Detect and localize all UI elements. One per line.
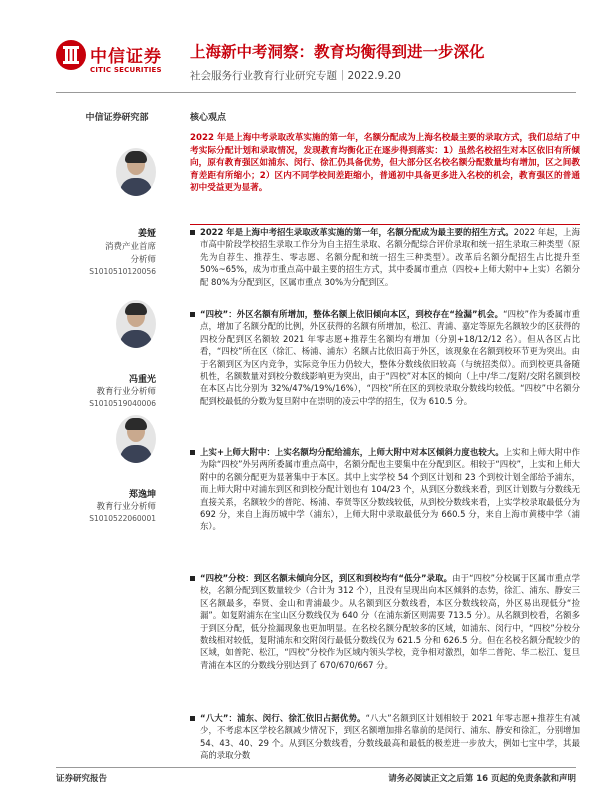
analyst-role: 教育行业分析师	[96, 387, 156, 397]
avatar	[116, 148, 156, 196]
key-summary: 2022 年是上海中考录取改革实施的第一年，名额分配成为上海名校最主要的录取方式，我们总结了中考实际分配计划和录取情况，发现教育均衡化正在逐步得到落实：1）虽然名校招生对本区依旧有所倾向，原有教育强区如浦东、闵行、徐汇仍具备优势，但大部分区名校名额分配数量均有增加，区之间教育差距有所缩小；2）区内不同学校间差距缩小，普通初中具备更多进入名校的机会，教育强区的普通初中受益更为显著。	[190, 133, 580, 194]
bullet-body: “八大”名额到区计划相较于 2021 年零志愿+推荐生有减少，不考虑本区学校名额减少情况下，到区名额增加排名靠前的是闵行、浦东、静安和徐汇，分别增加 54、43、40、29 个。从到区分数线看，分数线最高和最低的极差进一步放大，例如七宝中学，其最高的录取分数	[200, 713, 580, 761]
bullet-body: 2022 年起，上海市高中阶段学校招生录取工作分为自主招生录取、名额分配综合评价录取和统一招生录取三种类型（原先为自荐生、推荐生、零志愿、名额分配和统一招生三种类型）。改革后名额分配招生占比提升至 50%~65%，成为市重点高中最主要的招生方式，其中委属市重点（四校+上师大附中+上实）名额分配 80%为分配到区，区属市重点 30%为分配到区。	[200, 227, 580, 287]
bullet-body: 上实和上师大附中作为除“四校”外另两所委属市重点高中，名额分配也主要集中在分配到区。相较于“四校”，上实和上师大附中的名额分配更为显著集中于本区。其中上实学校 54 个到区计划和 23 个到校计划全部给予浦东，而上师大附中对浦东到区和到校分配计划也有 104/23 个，从到区分数线来看，到区计划数与分数线无直接关系，名额较少的普陀、杨浦、奉贤等区分数线较低，从到校分数线来看，上实学校录取最低分为 692 分，来自上海历城中学（浦东），上师大附中录取最低分为 660.5 分，来自上海市黄楼中学（浦东）。	[200, 447, 581, 532]
analyst-role: 教育行业分析师	[96, 502, 156, 512]
bullet-paragraph	[190, 226, 580, 288]
report-title: 上海新中考洞察：教育均衡得到进一步深化	[190, 43, 485, 61]
analyst-role: 消费产业首席	[104, 242, 156, 252]
bullet-body: “四校”作为委属市重点，增加了名额分配的比例，外区获得的名额有所增加，松江、青浦、嘉定等原先名额较少的区获得的四校分配到区名额较 2021 年零志愿+推荐生名额均有增加（分别+18/12/12 名）。但从各区占比看，“四校”所在区（徐汇、杨浦、浦东）名额占比依旧高于外区，该现象在名额到校环节更为突出。由于名额到区为区内竞争，实际竞争压力仍较大，整体分数线依旧较高（与统招类似）。而到校更具备随机性，名额数量对到校分数线影响更为突出，由于“四校”对本区的倾向（上中/华二/复附/交附名额到校在本区占比分别为 32%/47%/19%/16%），“四校”所在区的到校录取分数线均较低。“四校”中名额分配到校最低的分数为复旦附中在崇明的凌云中学的招生，仅为 610.5 分。	[200, 309, 580, 406]
bullet-paragraph	[190, 712, 580, 762]
footer-divider	[56, 767, 576, 768]
bullet-square-icon	[190, 312, 195, 317]
bullet-square-icon	[190, 230, 195, 235]
bullet-lead: 2022 年是上海中考招生录取改革实施的第一年，名额分配成为最主要的招生方式。	[200, 227, 514, 237]
analyst-id: S1010519040006	[89, 399, 156, 408]
avatar	[116, 415, 156, 463]
summary-divider	[190, 224, 580, 225]
bullet-lead: “八大”：浦东、闵行、徐汇依旧占据优势。	[200, 713, 366, 723]
header-divider	[56, 92, 576, 93]
analyst-name: 郑逸坤	[128, 490, 156, 500]
analyst-role: 分析师	[130, 255, 156, 265]
bullet-lead: “四校”：外区名额有所增加，整体名额上依旧倾向本区，到校存在“捡漏”机会。	[200, 309, 504, 319]
bullet-paragraph	[190, 308, 580, 407]
report-subtitle: 社会服务行业教育行业研究专题｜2022.9.20	[190, 70, 401, 82]
research-dept-label: 中信证券研究部	[85, 113, 149, 123]
page-header	[0, 0, 600, 92]
bullet-lead: 上实+上师大附中：上实名额均分配给浦东，上师大附中对本区倾斜力度也较大。	[200, 447, 504, 457]
avatar	[116, 300, 156, 348]
bullet-lead: “四校”分校：到区名额未倾向分区，到区和到校均有“低分”录取。	[200, 573, 453, 583]
bullet-square-icon	[190, 576, 195, 581]
bullet-paragraph	[190, 446, 580, 533]
bullet-square-icon	[190, 716, 195, 721]
analyst-name: 冯重光	[128, 375, 156, 385]
bullet-square-icon	[190, 450, 195, 455]
logo-text-cn: 中信证券	[90, 47, 162, 67]
footer-label: 证券研究报告	[56, 774, 108, 784]
analyst-name: 姜娅	[137, 229, 156, 239]
analyst-id: S1010522060001	[89, 514, 156, 523]
logo-text-en: CITIC SECURITIES	[90, 66, 162, 74]
bullet-paragraph	[190, 572, 580, 671]
section-title: 核心观点	[190, 113, 227, 123]
citic-logo-icon	[56, 40, 86, 70]
footer-disclaimer: 请务必阅读正文之后第 16 页起的免责条款和声明	[388, 774, 576, 784]
bullet-body: 由于“四校”分校属于区属市重点学校，名额分配到区数量较少（合计为 312 个），且没有呈现出向本区倾斜的态势，徐汇、浦东、静安三区名额最多，奉贤、金山和青浦最少。从名额到区分数线看，本区分数线较高，外区易出现低分“捡漏”。如复附浦东在宝山区分数线仅为 640 分（在浦东新区则需要 713.5 分）。从名额到校看，名额多于到区分配，低分捡漏现象也更加明显。在名校名额分配较多的区域，如浦东、闵行中，“四校”分校分数线相对较低，复附浦东和交附闵行最低分数线仅为 621.5 分和 626.5 分。但在名校名额分配较少的区域，如普陀、松江，“四校”分校作为区域内领头学校，竞争相对激烈，如华二普陀、华二松江、复旦青浦在本区的分数线分别达到了 670/670/667 分。	[200, 573, 580, 670]
analyst-id: S1010510120056	[89, 267, 156, 276]
